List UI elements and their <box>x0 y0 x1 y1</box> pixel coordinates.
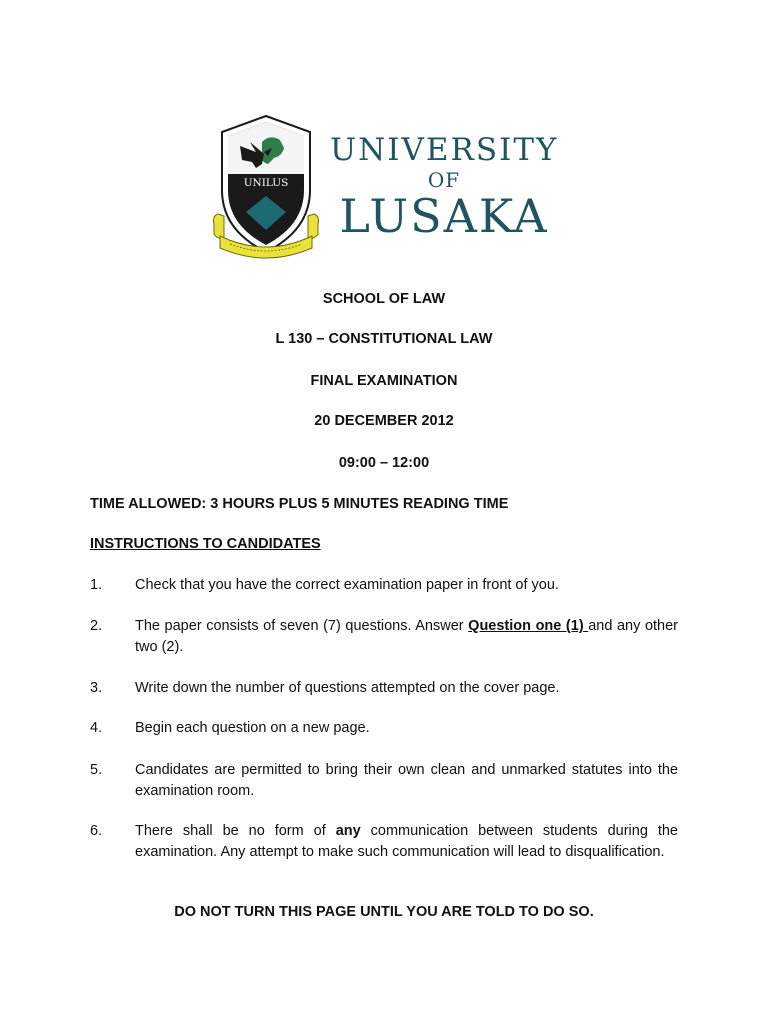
exam-type: FINAL EXAMINATION <box>310 373 458 389</box>
list-item <box>90 821 678 862</box>
list-item <box>90 575 678 596</box>
university-wordmark <box>330 132 558 241</box>
item-text-part: communication between students during the examination. Any attempt to make such communication will lead to disqualification. <box>135 823 678 860</box>
instructions-heading: INSTRUCTIONS TO CANDIDATES <box>90 536 321 552</box>
crest-band-label: UNILUS <box>243 177 289 189</box>
list-item <box>90 616 678 657</box>
school-name: SCHOOL OF LAW <box>322 291 446 307</box>
item-text-part: and any other two (2). <box>135 618 678 655</box>
footer-notice: DO NOT TURN THIS PAGE UNTIL YOU ARE TOLD TO DO SO. <box>174 904 594 920</box>
list-item <box>90 760 678 801</box>
item-number: 5. <box>90 762 103 778</box>
item-text <box>135 616 678 657</box>
item-text <box>135 821 678 862</box>
item-text-part: The paper consists of seven (7) questions. Answer <box>135 618 469 634</box>
university-crest-icon <box>210 112 322 267</box>
item-number: 3. <box>90 680 103 696</box>
item-text-part: There shall be no form of <box>135 823 336 839</box>
item-text: Check that you have the correct examination paper in front of you. <box>135 577 559 593</box>
exam-date: 20 DECEMBER 2012 <box>314 413 454 429</box>
item-text: Candidates are permitted to bring their own clean and unmarked statutes into the examination room. <box>135 762 678 799</box>
wordmark-lusaka: LUSAKA <box>339 189 549 243</box>
item-number: 6. <box>90 823 103 839</box>
item-text: Begin each question on a new page. <box>135 720 370 736</box>
item-number: 4. <box>90 720 103 736</box>
item-number: 1. <box>90 577 103 593</box>
list-item <box>90 678 678 699</box>
wordmark-university: UNIVERSITY <box>330 132 559 168</box>
exam-time: 09:00 – 12:00 <box>338 455 430 471</box>
item-number: 2. <box>90 618 103 634</box>
item-emphasis: Question one (1) <box>468 618 589 634</box>
time-allowed: TIME ALLOWED: 3 HOURS PLUS 5 MINUTES READING TIME <box>90 496 509 512</box>
item-text: Write down the number of questions attempted on the cover page. <box>135 680 560 696</box>
item-emphasis: any <box>335 823 361 839</box>
course-title: L 130 – CONSTITUTIONAL LAW <box>275 331 493 347</box>
wordmark-of: OF <box>427 168 461 192</box>
list-item <box>90 718 678 739</box>
university-logo <box>210 112 560 267</box>
